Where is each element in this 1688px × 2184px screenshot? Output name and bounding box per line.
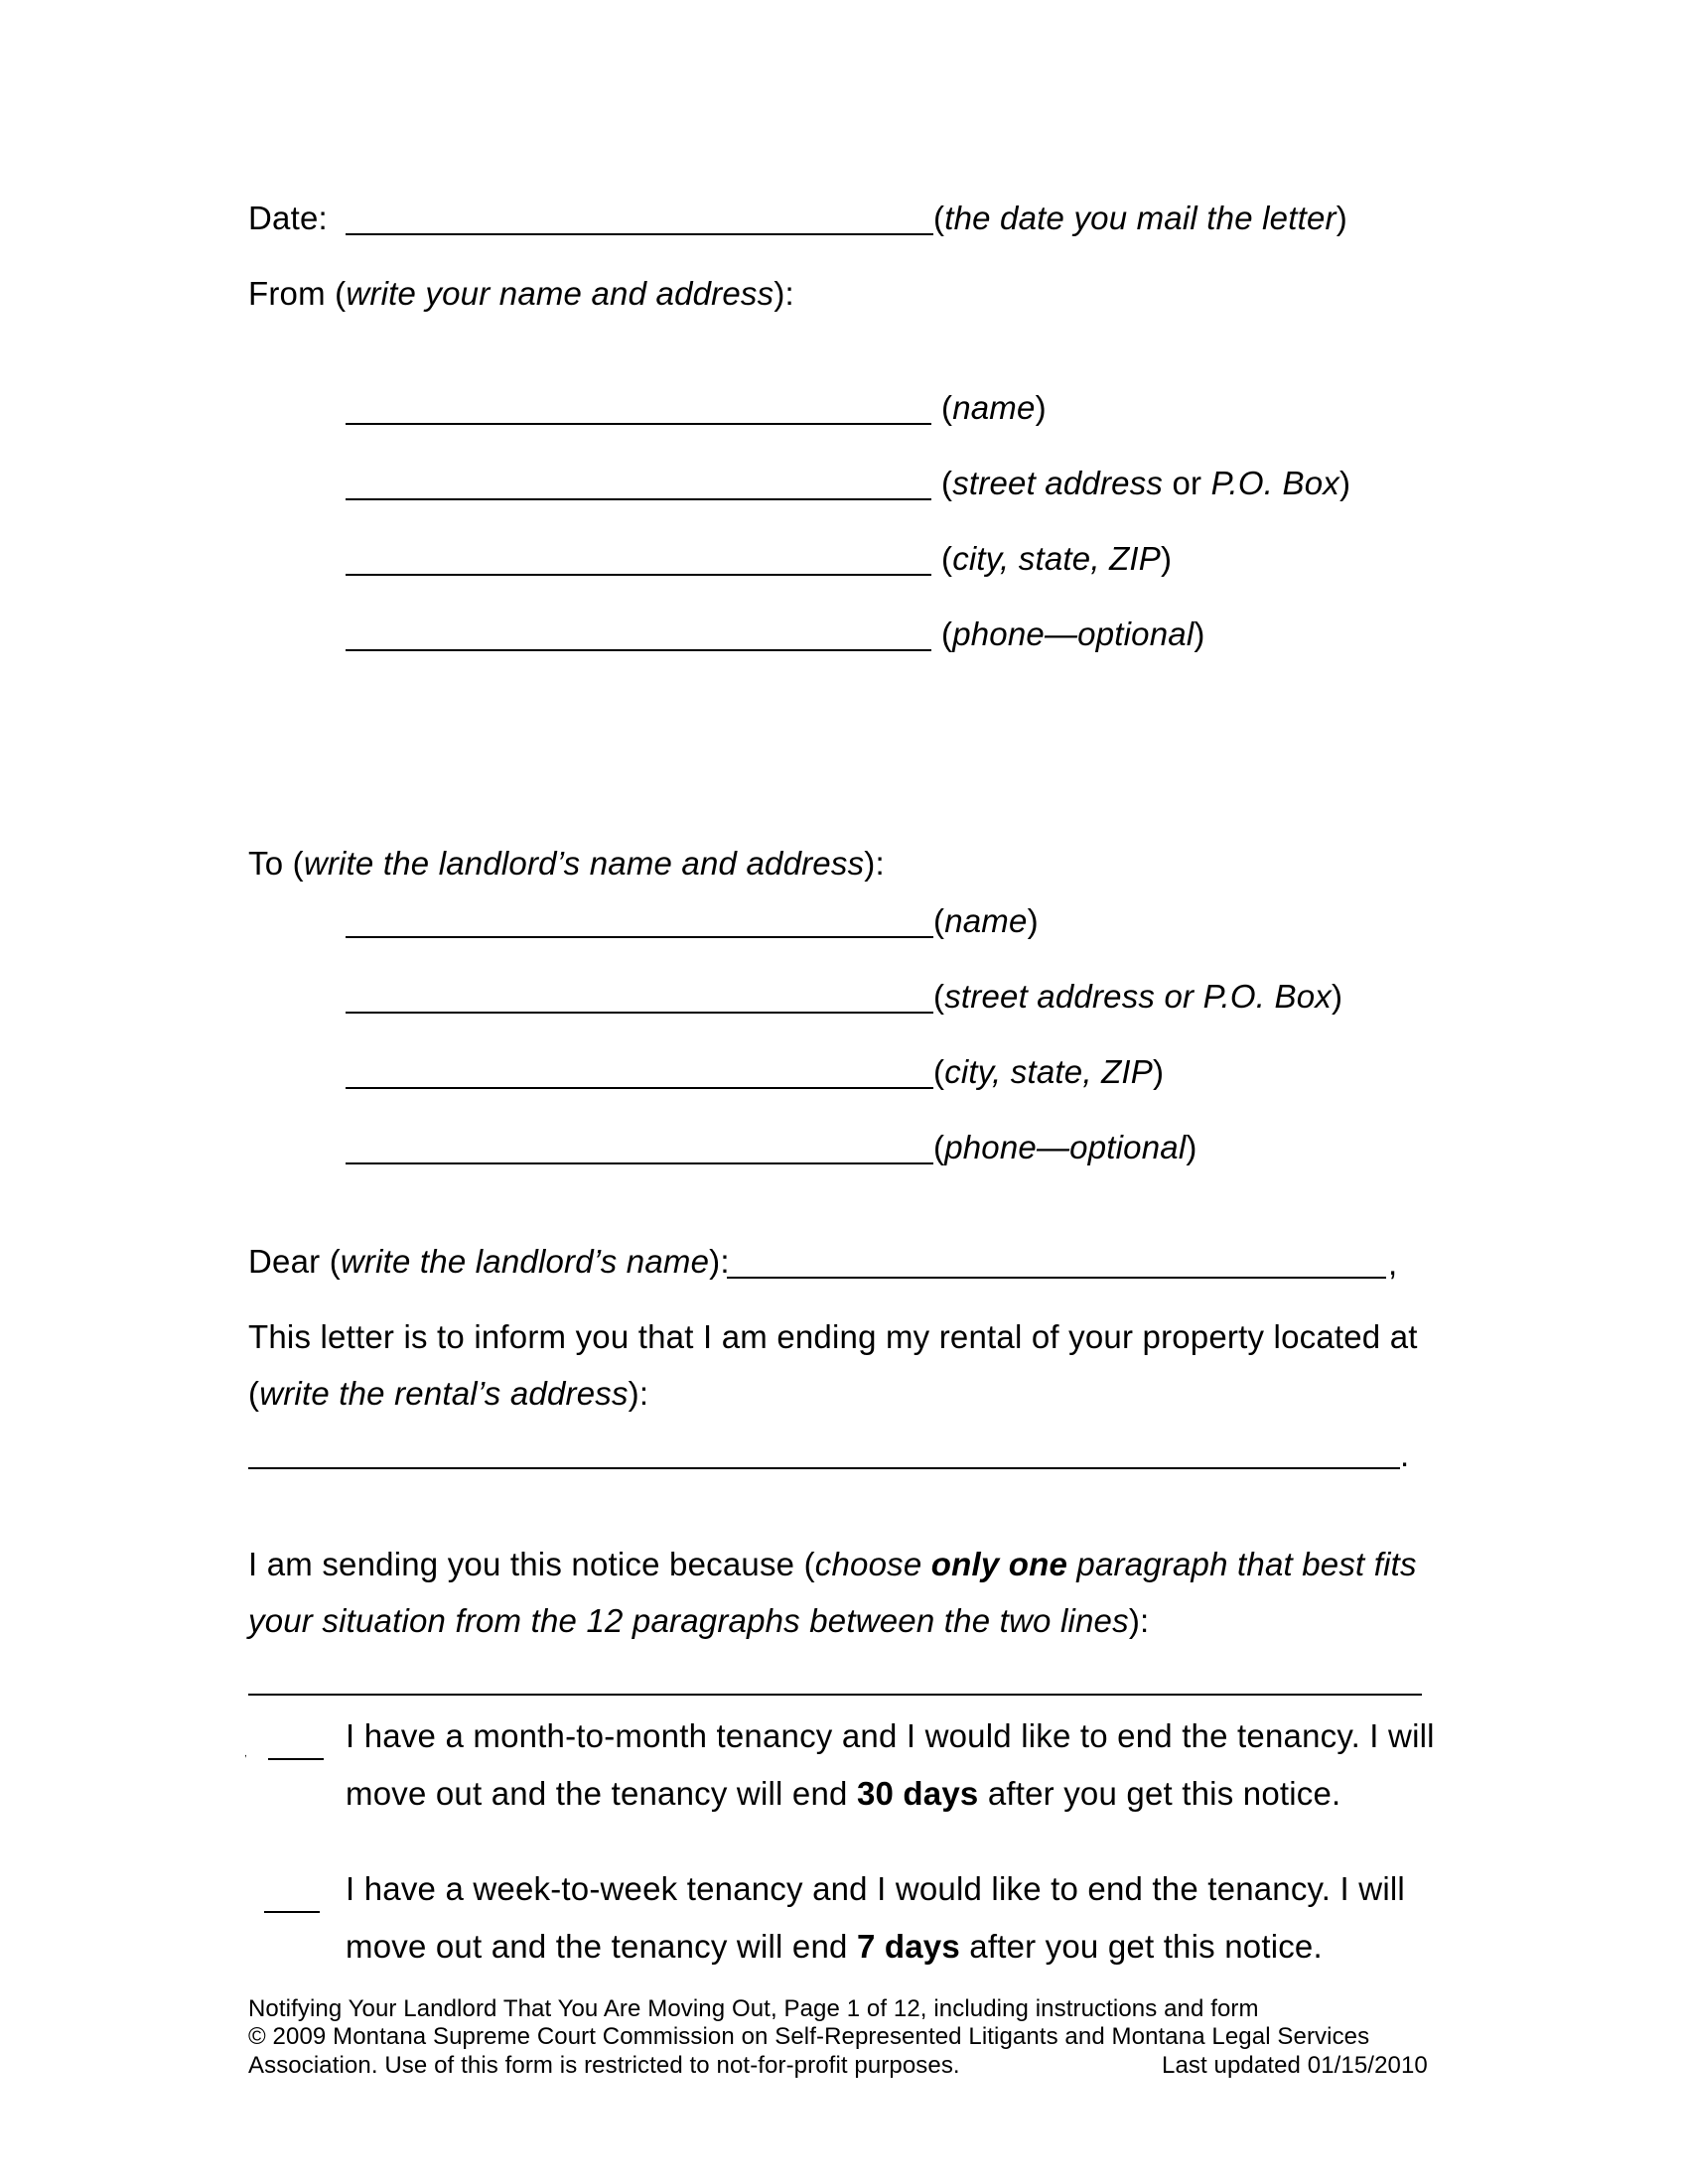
option-1-line-1: I have a month-to-month tenancy and I would like to end the tenancy. I will <box>346 1717 1435 1754</box>
from-phone-blank[interactable] <box>346 649 931 651</box>
from-city-hint: (city, state, ZIP) <box>941 540 1173 577</box>
date-label: Date: <box>248 200 328 236</box>
option-1-line-2: move out and the tenancy will end 30 days after you get this notice. <box>346 1775 1341 1812</box>
rental-address-blank[interactable] <box>248 1467 1400 1469</box>
reason-line-2: your situation from the 12 paragraphs between the two lines): <box>248 1602 1150 1639</box>
from-phone-hint: (phone—optional) <box>941 615 1205 652</box>
dear-comma: , <box>1388 1245 1398 1282</box>
reason-line-1: I am sending you this notice because (choose only one paragraph that best fits <box>248 1546 1417 1582</box>
option-2-checkbox[interactable] <box>264 1911 320 1913</box>
footer-line-3: Association. Use of this form is restricted to not-for-profit purposes. <box>248 2052 960 2079</box>
stray-mark: , <box>244 1748 247 1759</box>
to-phone-blank[interactable] <box>346 1162 933 1164</box>
from-city-blank[interactable] <box>346 574 931 576</box>
option-2-line-1: I have a week-to-week tenancy and I would like to end the tenancy. I will <box>346 1870 1405 1907</box>
from-street-hint: (street address or P.O. Box) <box>941 465 1351 501</box>
to-name-hint: (name) <box>933 902 1039 939</box>
to-heading: To (write the landlord’s name and address): <box>248 845 885 882</box>
intro-line-1: This letter is to inform you that I am ending my rental of your property located at <box>248 1318 1418 1355</box>
from-name-hint: (name) <box>941 389 1047 426</box>
footer-line-2: © 2009 Montana Supreme Court Commission on Self-Represented Litigants and Montana Legal Services <box>248 2023 1370 2050</box>
footer-last-updated: Last updated 01/15/2010 <box>1162 2052 1428 2079</box>
to-city-blank[interactable] <box>346 1087 933 1089</box>
option-1-checkbox[interactable] <box>268 1758 324 1760</box>
rental-address-period: . <box>1400 1436 1410 1473</box>
section-divider <box>248 1694 1422 1696</box>
date-blank[interactable] <box>346 233 933 235</box>
to-name-blank[interactable] <box>346 936 933 938</box>
footer-line-1: Notifying Your Landlord That You Are Moving Out, Page 1 of 12, including instructions and form <box>248 1995 1259 2022</box>
to-street-blank[interactable] <box>346 1012 933 1014</box>
to-city-hint: (city, state, ZIP) <box>933 1053 1165 1090</box>
from-heading: From (write your name and address): <box>248 275 794 312</box>
from-name-blank[interactable] <box>346 423 931 425</box>
option-2-line-2: move out and the tenancy will end 7 days after you get this notice. <box>346 1928 1323 1965</box>
dear-name-blank[interactable] <box>727 1277 1386 1279</box>
dear-label: Dear (write the landlord’s name): <box>248 1243 730 1280</box>
date-hint: (the date you mail the letter) <box>933 200 1347 236</box>
to-phone-hint: (phone—optional) <box>933 1129 1197 1165</box>
from-street-blank[interactable] <box>346 498 931 500</box>
intro-line-2: (write the rental’s address): <box>248 1375 649 1412</box>
to-street-hint: (street address or P.O. Box) <box>933 978 1343 1015</box>
